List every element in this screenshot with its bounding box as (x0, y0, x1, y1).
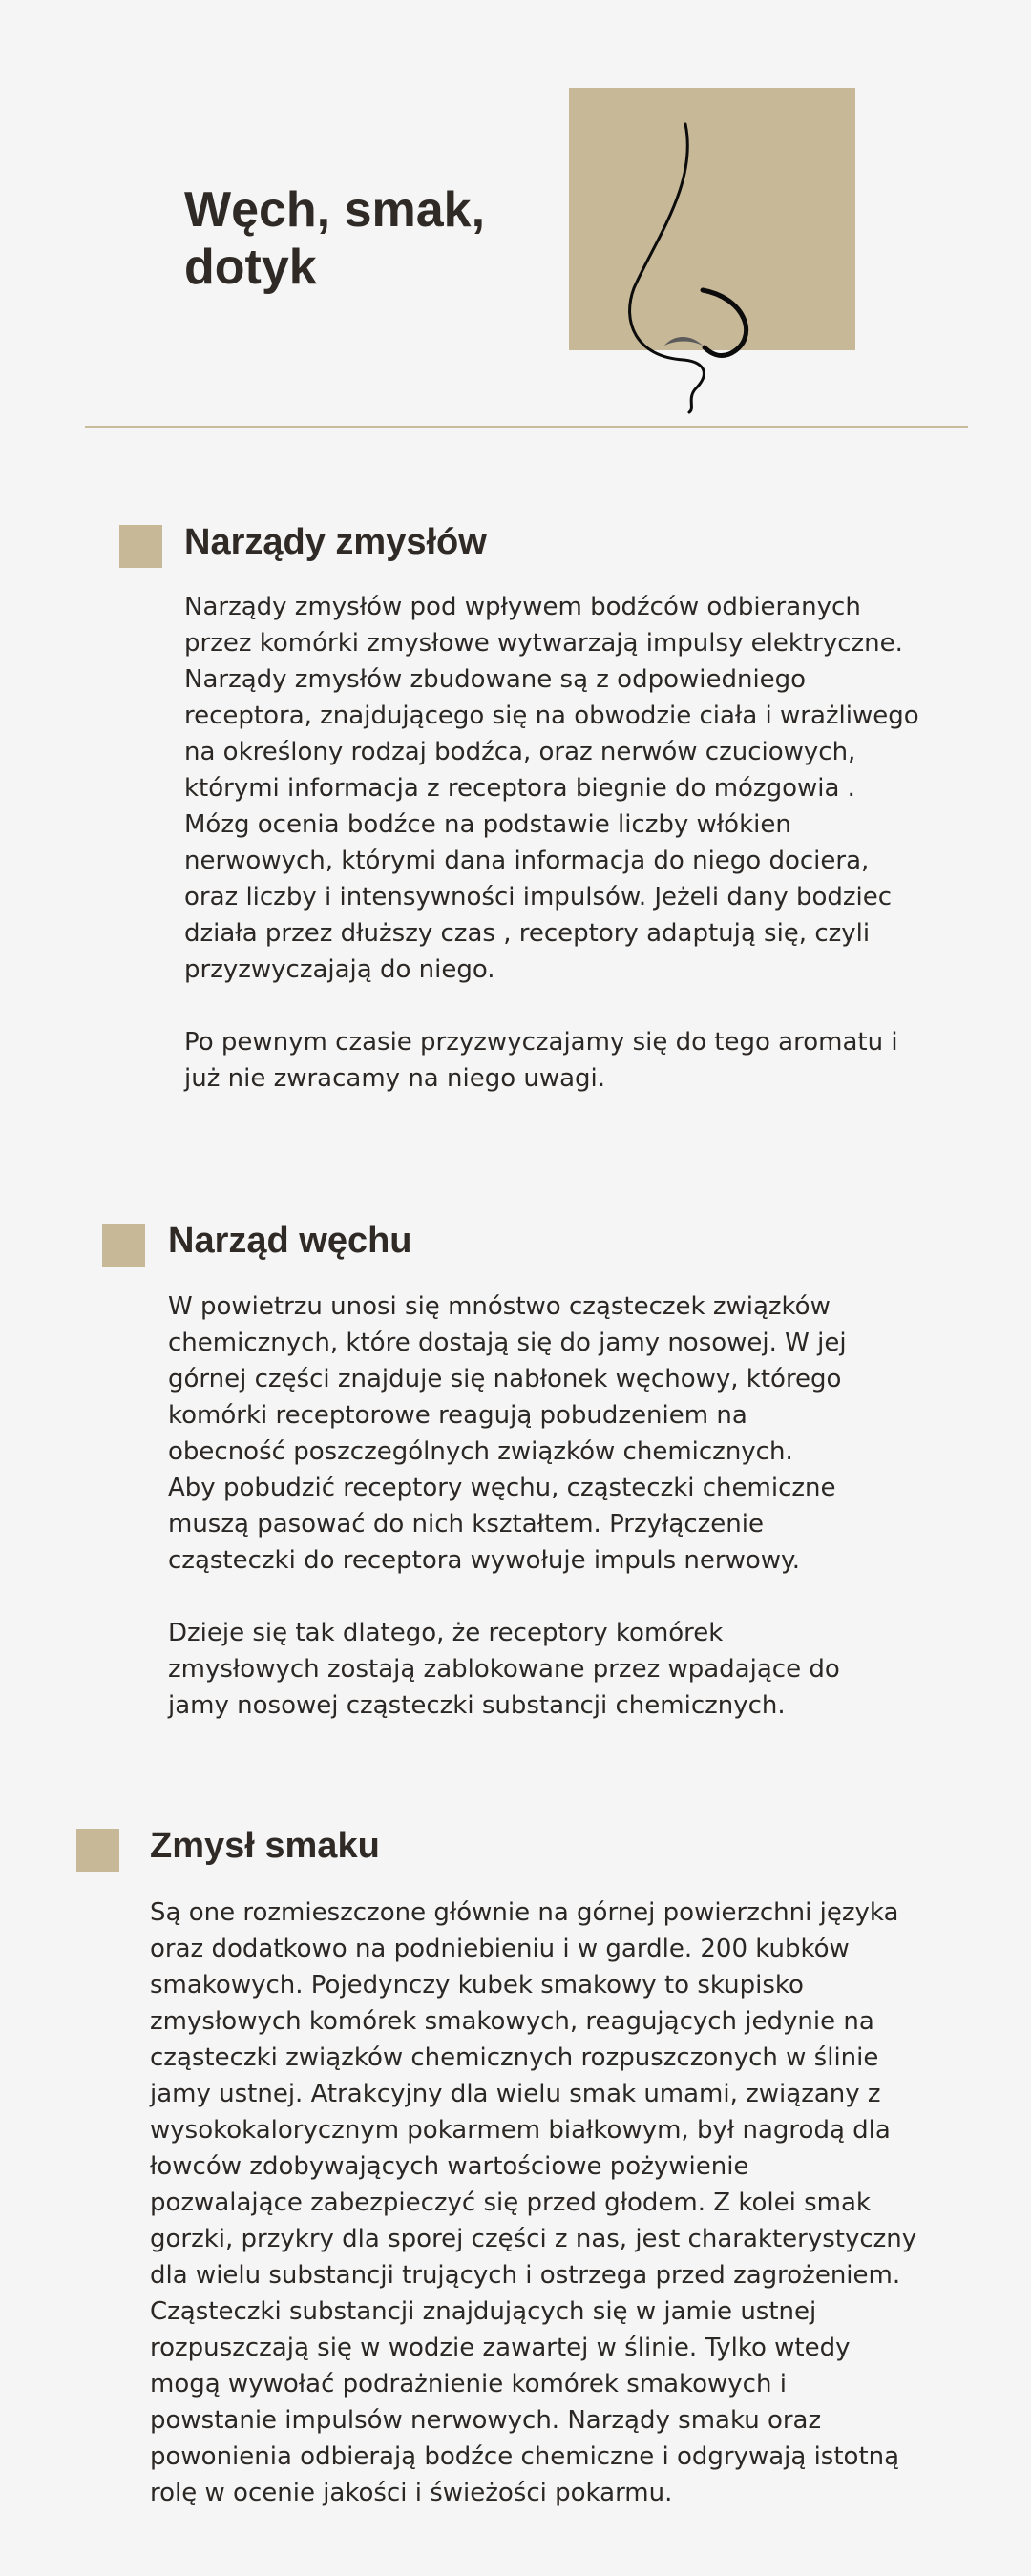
section-text: Są one rozmieszczone głównie na górnej powierzchni języka oraz dodatkowo na podniebieniu i w gardle. 200 kubków smakowych. Pojedynczy kubek smakowy to skupisko zmysłowych komórek smakowych, reagujących jedynie na cząsteczki związków chemicznych rozpuszczonych w ślinie jamy ustnej. Atrakcyjny dla wielu smak umami, związany z wysokokalorycznym pokarmem białkowym, był nagrodą dla łowców zdobywających wartościowe pożywienie pozwalające zabezpieczyć się przed głodem. Z kolei smak gorzki, przykry dla sporej części z nas, jest charakterystyczny dla wielu substancji trujących i ostrzega przed zagrożeniem. Cząsteczki substancji znajdujących się w jamie ustnej rozpuszczają się w wodzie zawartej w ślinie. Tylko wtedy mogą wywołać podrażnienie komórek smakowych i powstanie impulsów nerwowych. Narządy smaku oraz powonienia odbierają bodźce chemiczne i odgrywają istotną rolę w ocenie jakości i świeżości pokarmu. (150, 1898, 917, 2507)
section-heading: Zmysł smaku (150, 1826, 380, 1866)
header-divider (85, 426, 968, 428)
section-text: Narządy zmysłów pod wpływem bodźców odbieranych przez komórki zmysłowe wytwarzają impulsy elektryczne. Narządy zmysłów zbudowane są z odpowiedniego receptora, znajdującego się na obwodzie ciała i wrażliwego na określony rodzaj bodźca, oraz nerwów czuciowych, którymi informacja z receptora biegnie do mózgowia . Mózg ocenia bodźce na podstawie liczby włókien nerwowych, którymi dana informacja do niego dociera, oraz liczby i intensywności impulsów. Jeżeli dany bodziec działa przez dłuższy czas , receptory adaptują się, czyli przyzwyczajają do niego. Po pewnym czasie przyzwyczajamy się do tego aromatu i już nie zwracamy na niego uwagi. (184, 593, 919, 1093)
section-heading: Narząd węchu (168, 1221, 412, 1261)
section-bullet-square (76, 1829, 119, 1872)
section-bullet-square (119, 525, 162, 568)
page-title: Węch, smak, dotyk (184, 182, 486, 295)
section-text: W powietrzu unosi się mnóstwo cząsteczek związków chemicznych, które dostają się do jamy nosowej. W jej górnej części znajduje się nabłonek węchowy, którego komórki receptorowe reagują pobudzeniem na obecność poszczególnych związków chemicznych. Aby pobudzić receptory węchu, cząsteczki chemiczne muszą pasować do nich kształtem. Przyłączenie cząsteczki do receptora wywołuje impuls nerwowy. Dzieje się tak dlatego, że receptory komórek zmysłowych zostają zablokowane przez wpadające do jamy nosowej cząsteczki substancji chemicznych. (168, 1292, 847, 1720)
section-bullet-square (102, 1224, 145, 1267)
hero-background (569, 88, 855, 350)
nose-line-art-icon (569, 88, 855, 422)
section-heading: Narządy zmysłów (184, 522, 487, 562)
